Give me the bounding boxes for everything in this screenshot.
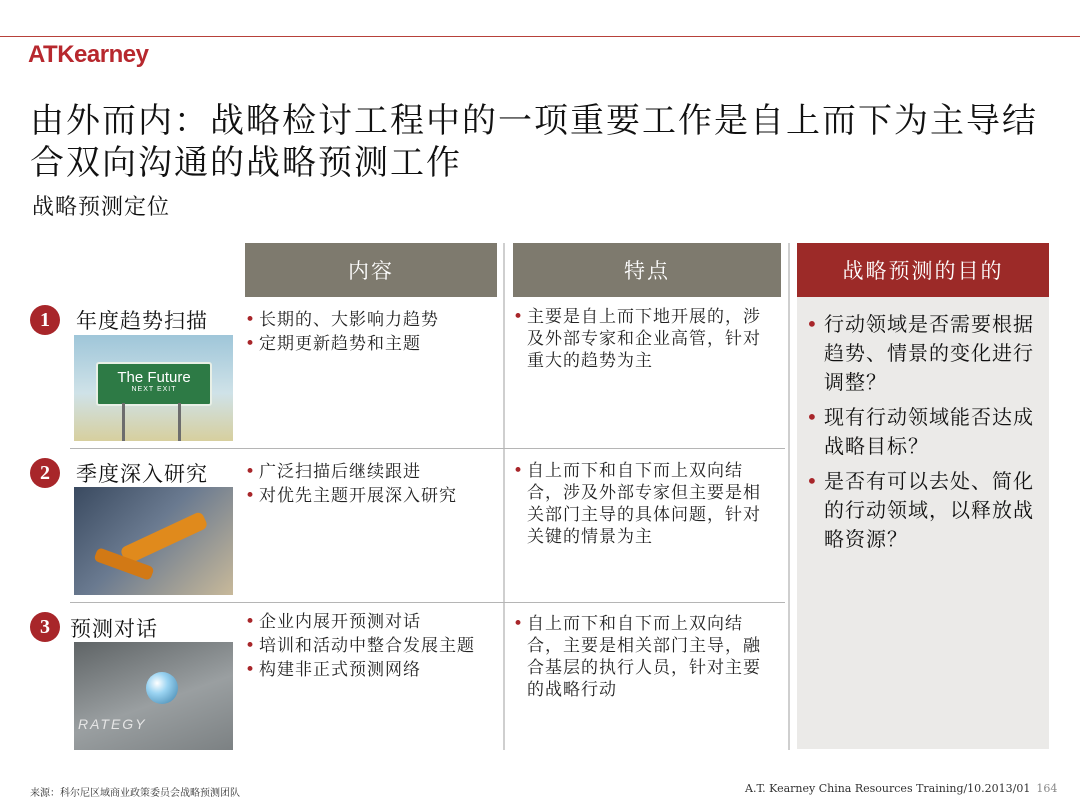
- list-item: • 培训和活动中整合发展主题: [245, 634, 497, 658]
- chalk-text: RATEGY: [78, 716, 147, 732]
- features-text: [513, 306, 778, 372]
- list-item: • 对优先主题开展深入研究: [245, 484, 497, 508]
- list-item: • 自上而下和自下而上双向结合，涉及外部专家但主要是相关部门主导的具体问题，针对关键的情景为主: [513, 460, 778, 548]
- row-label: 预测对话: [70, 617, 158, 641]
- sign-post: [122, 403, 125, 441]
- list-item: • 企业内展开预测对话: [245, 610, 497, 634]
- row-label: 年度趋势扫描: [76, 309, 208, 333]
- strategy-chalkboard-image: [74, 642, 233, 750]
- content-list: [245, 610, 497, 682]
- row-divider: [70, 602, 785, 603]
- row-label: 季度深入研究: [76, 462, 208, 486]
- header-purpose: 战略预测的目的: [797, 243, 1049, 297]
- page-subtitle: 战略预测定位: [32, 195, 171, 220]
- features-text: [513, 613, 778, 701]
- list-item: • 长期的、大影响力趋势: [245, 308, 497, 332]
- sign-subtext: NEXT EXIT: [131, 386, 177, 393]
- sign-text: The Future: [117, 369, 191, 386]
- page-title: 由外而内：战略检讨工程中的一项重要工作是自上而下为主导结合双向沟通的战略预测工作: [30, 101, 1038, 183]
- future-sign: [96, 362, 212, 406]
- list-item: • 主要是自上而下地开展的，涉及外部专家和企业高管，针对重大的趋势为主: [513, 306, 778, 372]
- robot-arm-image: [74, 487, 233, 595]
- list-item: • 构建非正式预测网络: [245, 658, 497, 682]
- row-divider: [70, 448, 785, 449]
- list-item: • 现有行动领域能否达成战略目标？: [806, 403, 1041, 461]
- header-features: 特点: [513, 243, 781, 297]
- content-list: [245, 460, 497, 508]
- list-item: • 行动领域是否需要根据趋势、情景的变化进行调整？: [806, 310, 1041, 397]
- robot-arm-shape: [119, 511, 208, 565]
- top-rule: [0, 36, 1080, 37]
- sign-post: [178, 403, 181, 441]
- footer-credit: [745, 782, 1057, 795]
- purpose-list: [806, 310, 1041, 560]
- row-number-badge: 3: [30, 612, 60, 642]
- row-number-badge: 2: [30, 458, 60, 488]
- credit-text: A.T. Kearney China Resources Training/10.2013/01: [745, 782, 1031, 795]
- column-divider: [503, 243, 505, 750]
- features-text: [513, 460, 778, 548]
- row-number-badge: 1: [30, 305, 60, 335]
- atkearney-logo: ATKearney: [28, 41, 149, 68]
- content-list: [245, 308, 497, 356]
- header-content: 内容: [245, 243, 497, 297]
- list-item: • 自上而下和自下而上双向结合，主要是相关部门主导，融合基层的执行人员，针对主要的战略行动: [513, 613, 778, 701]
- future-sign-image: [74, 335, 233, 441]
- source-note: 来源：科尔尼区域商业政策委员会战略预测团队: [30, 788, 240, 799]
- glass-orb: [146, 672, 178, 704]
- column-divider: [788, 243, 790, 750]
- list-item: • 是否有可以去处、简化的行动领域，以释放战略资源？: [806, 467, 1041, 554]
- list-item: • 定期更新趋势和主题: [245, 332, 497, 356]
- page-number: 164: [1036, 782, 1058, 795]
- list-item: • 广泛扫描后继续跟进: [245, 460, 497, 484]
